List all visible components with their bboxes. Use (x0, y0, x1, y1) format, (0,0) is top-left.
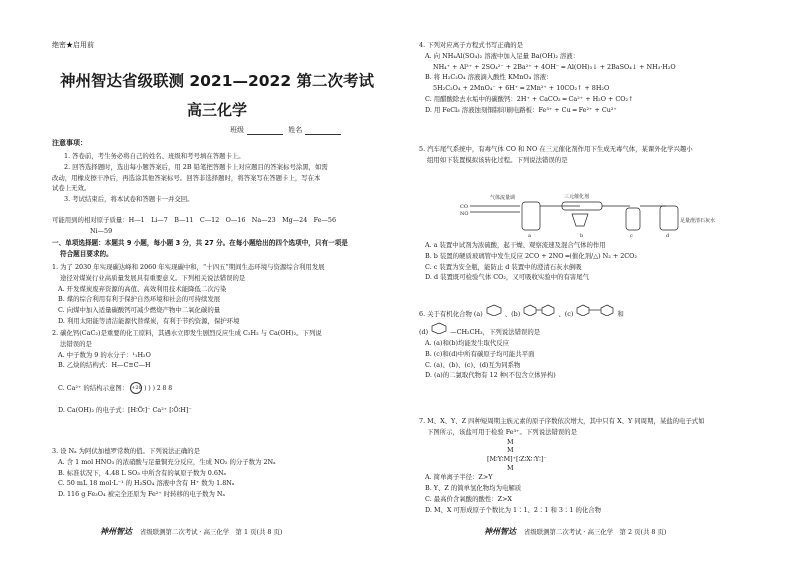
question-6 (419, 304, 777, 381)
question-2 (52, 328, 382, 416)
question-1 (52, 262, 382, 327)
apparatus-diagram (460, 192, 730, 238)
note-2: 2. 回答选择题时，选出每小题答案后，用 2B 铅笔把答题卡上对应题目的答案标号涂黑，如需 (64, 162, 328, 171)
question-3 (52, 446, 382, 500)
q6-option-d: D. (a)的二氯取代物有 12 种(不包含立体异构) (425, 371, 556, 380)
q4-option-b: B. 将 H₂C₂O₄ 溶液滴入酸性 KMnO₄ 溶液： (425, 73, 553, 82)
atomic-masses (52, 215, 382, 237)
notes-heading: 注意事项： (52, 139, 87, 147)
label-c: c (630, 233, 633, 238)
q5-option-c: C. c 装置为安全瓶，能防止 d 装置中的澄清石灰水倒吸 (425, 262, 582, 271)
compound-c (575, 304, 615, 316)
notes (52, 151, 382, 205)
section-1-heading-line-2: 符合题目要求的。 (60, 250, 113, 258)
class-label: 班级 (230, 126, 244, 134)
q2-option-a: A. 中子数为 9 的水分子：¹₁H₂O (58, 350, 151, 359)
q7-formula-bottom: M (507, 464, 514, 473)
q7-option-b: B. Y、Z 的简单氢化物均为电解质 (425, 484, 522, 493)
q7-stem: 7. M、X、Y、Z 四种短周期主族元素的原子序数依次增大，其中只有 X、Y 同周期，某盐的电子式如 (419, 417, 705, 425)
q7-stem-2: 下图所示，该盐可用于检验 Fe³⁺。下列说法错误的是 (427, 427, 578, 436)
q4-option-d: D. 用 FeCl₃ 溶液蚀刻铜制印刷电路板：Fe³⁺ + Cu ═ Fe²⁺ + Cu²⁺ (425, 105, 617, 114)
q3-stem: 3. 设 Nₐ 为阿伏加德罗常数的值。下列说法正确的是 (52, 447, 201, 455)
q3-option-d: D. 116 g Fe₃O₄ 被完全还原为 Fe²⁺ 时转移的电子数为 Nₐ (58, 490, 225, 499)
q6-stem-2: —CH₂CH₃，下列说法错误的是 (450, 328, 541, 336)
q4-stem: 4. 下列对应离子方程式书写正确的是 (419, 41, 523, 49)
q2-option-c (52, 371, 382, 405)
note-2-end: 试卷上无效。 (52, 184, 91, 193)
q4-option-b-eq: 5H₂C₂O₄ + 2MnO₄⁻ + 6H⁺ ═ 2Mn²⁺ + 10CO₂↑ + 8H₂O (433, 84, 610, 93)
name-label: 姓名 (288, 126, 303, 134)
limewater-label: 足量澄清石灰水 (680, 218, 716, 224)
q2-option-c-text: C. Ca²⁺ 的结构示意图： (58, 384, 129, 393)
q1-stem: 1. 为了 2030 年实现碳达峰和 2060 年实现碳中和，“十四五”期间生态环境与资源综合利用发展 (52, 263, 325, 271)
q1-option-d: D. 利用太阳能等清洁能源代替煤炭，有利于节约资源，保护环境 (58, 316, 240, 325)
footer-left (100, 526, 282, 537)
class-blank (247, 127, 283, 135)
q6-stem: 6. 关于有机化合物 (a) (419, 310, 483, 318)
q7-formula-top: M (507, 437, 514, 446)
q5-stem-2: 组用如下装置模拟该转化过程。下列说法错误的是 (427, 155, 568, 164)
exam-title: 神州智达省级联测 2021—2022 第二次考试 (59, 72, 375, 90)
q5-stem: 5. 汽车尾气系统中，有毒气体 CO 和 NO 在三元催化剂作用下生成无毒气体，某课外化学兴趣小 (419, 145, 693, 153)
footer-text-left: 省级联测第二次考试 · 高三化学 第 1 页(共 8 页) (140, 528, 283, 536)
q4-option-c: C. 用醋酸除去水垢中的碳酸钙：2H⁺ + CaCO₃ ═ Ca²⁺ + H₂O + CO₂↑ (425, 94, 634, 103)
q6-c-label: 、(c) (558, 310, 574, 318)
label-d: d (666, 233, 670, 238)
section-1-heading (52, 238, 382, 260)
q7-formula: [M∶Y∶M]⁺[∶Z∶X∷Y∶]⁻ (487, 454, 547, 463)
q6-option-b: B. (c)和(d)中所有碳原子均可能共平面 (425, 349, 535, 358)
q5-option-a: A. a 装置中试剂为浓硫酸，起干燥、观察流速及混合气体的作用 (425, 241, 606, 249)
q3-option-b: B. 标准状况下，4.48 L SO₃ 中所含有的氧原子数为 0.6Nₐ (58, 468, 227, 477)
q1-stem-2: 途径对煤炭行业高质量发展具有重要意义。下列相关说法错误的是 (60, 273, 246, 282)
atomic-masses-line: 可能用到的相对原子质量：H—1 Li—7 B—11 C—12 O—16 Na—23 Mg—24 Fe—56 (52, 216, 337, 224)
q1-option-a: A. 开发煤炭废弃资源的高值、高效利用技术能降低二次污染 (58, 284, 227, 293)
gas-regulator-label: 气体流量调 (490, 195, 516, 201)
footer-right (484, 526, 666, 537)
label-a: a (528, 233, 531, 238)
q6-and: 和 (617, 310, 624, 318)
q1-option-c: C. 向煤中加入适量碳酸钙可减少燃烧产物中二氧化碳的量 (58, 306, 221, 315)
q7-formula-top-2: M (507, 445, 514, 454)
q4-option-a-eq: NH₄⁺ + Al³⁺ + 2SO₄²⁻ + 2Ba²⁺ + 4OH⁻ ═ Al(OH)₃↓ + 2BaSO₄↓ + NH₃·H₂O (433, 62, 676, 71)
footer-text-right: 省级联测第二次考试 · 高三化学 第 2 页(共 8 页) (524, 528, 667, 536)
section-1-heading-line: 一、单项选择题：本题共 9 小题，每小题 3 分，共 27 分。在每小题给出的四个选项中，只有一项是 (52, 239, 348, 247)
compound-d (430, 322, 448, 334)
note-1: 1. 答卷前，考生务必将自己的姓名、班级和考号填在答题卡上。 (64, 152, 245, 160)
secret-label: 绝密★启用前 (52, 41, 94, 49)
q2-option-b: B. 乙炔的结构式：H—C≡C—H (58, 361, 151, 370)
q5-option-b: B. b 装置的硬质玻璃管中发生反应 2CO + 2NO ═(催化剂/△) N₂ + 2CO₂ (425, 251, 637, 260)
q4-option-a: A. 向 NH₄Al(SO₄)₂ 溶液中加入足量 Ba(OH)₂ 溶液： (425, 51, 580, 60)
q6-d-label: (d) (419, 328, 429, 336)
compound-b (522, 304, 556, 316)
catalyst-label: 三元催化剂 (564, 194, 590, 200)
q7-option-c: C. 最高价含氧酸的酸性：Z>X (425, 494, 512, 503)
question-7 (419, 416, 777, 516)
name-blank (305, 127, 341, 135)
atomic-masses-line-2: Ni—59 (90, 226, 113, 235)
label-b: b (580, 233, 584, 238)
class-name-line (230, 125, 344, 135)
q2-option-d: D. Ca(OH)₂ 的电子式：[H∶Ö∶]⁻ Ca²⁺ [∶Ö∶H]⁻ (58, 406, 192, 415)
q7-option-d: D. M、X 可形成原子个数比为 1∶1、2∶1 和 3∶1 的化合物 (425, 505, 602, 514)
q2-stem: 2. 碳化钙(CaC₂)是重要的化工原料，其遇水立即发生剧烈反应生成 C₂H₂ 与 Ca(OH)₂。下列说 (52, 329, 322, 337)
q7-option-a: A. 简单离子半径：Z>Y (425, 473, 493, 482)
q2-stem-2: 法错误的是 (60, 339, 92, 348)
footer-brand-right: 神州智达 (484, 526, 516, 536)
no-label: NO (460, 211, 469, 217)
q1-option-b: B. 煤的综合利用有利于保护自然环境和社会的可持续发展 (58, 295, 221, 304)
note-3: 3. 考试结束后，将本试卷和答题卡一并交回。 (64, 195, 194, 204)
subject-title: 高三化学 (186, 101, 247, 119)
ion-structure-diagram: +20 (130, 382, 142, 394)
q5-options (419, 240, 777, 283)
footer-brand-left: 神州智达 (100, 526, 132, 536)
co-label: CO (460, 204, 468, 210)
q5-option-d: D. d 装置既可检验气体 CO₂，又可吸收实验中的有害尾气 (425, 273, 590, 282)
q6-option-c: C. (a)、(b)、(c)、(d)互为同系物 (425, 360, 521, 369)
compound-a (485, 304, 503, 316)
q6-line-1 (419, 304, 777, 322)
question-4 (419, 40, 777, 116)
electron-shells: ) ) ) 2 8 8 (142, 385, 173, 393)
q3-option-c: C. 50 mL 18 mol·L⁻¹ 的 H₂SO₄ 溶液中含有 H⁺ 数为 1.8Nₐ (58, 479, 235, 488)
note-2-cont: 改动，用橡皮擦干净后，再选涂其他答案标号。回答非选择题时，将答案写在答题卡上，写在本 (52, 173, 321, 182)
q6-b-label: 、(b) (504, 310, 521, 318)
q6-line-2 (419, 322, 777, 338)
q3-option-a: A. 含 1 mol HNO₃ 的浓硝酸与足量铜充分反应，生成 NO₂ 的分子数为 2Nₐ (58, 457, 276, 466)
question-5 (419, 144, 777, 166)
q6-option-a: A. (a)和(b)均能发生取代反应 (425, 339, 510, 347)
